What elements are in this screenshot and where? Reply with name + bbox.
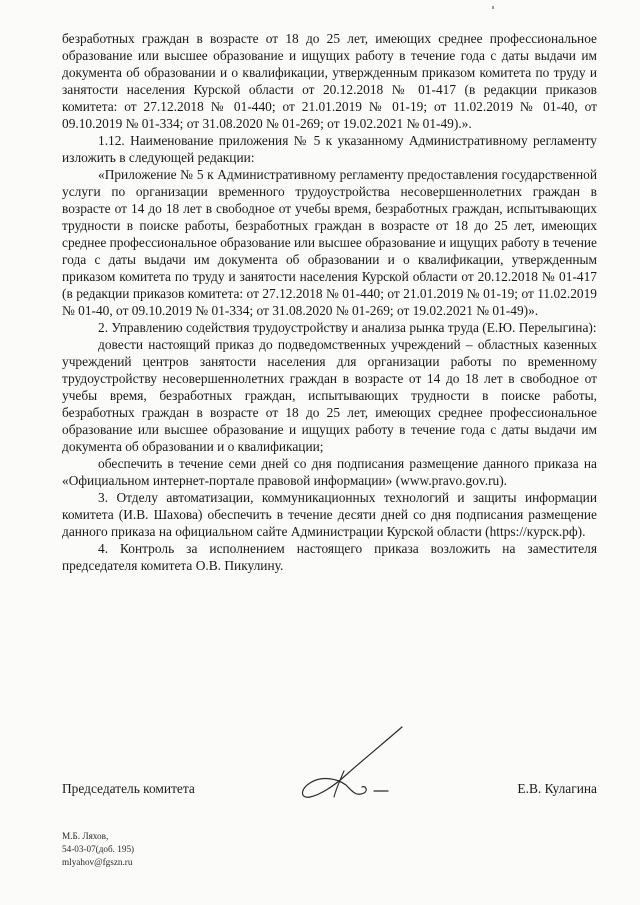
handwritten-signature (294, 725, 414, 805)
executor-contact (62, 830, 134, 869)
paragraph-continuation: безработных граждан в возрасте от 18 до 25 лет, имеющих среднее профессиональное образование или высшее образование и ищущих работу в течение года с даты выдачи им документа об образовании и о квалификации, утвержденным приказом комитета по труду и занятости населения Курской области от 20.12.2018 № 01-417 (в редакции приказов комитета: от 27.12.2018 № 01-440; от 21.01.2019 № 01-19; от 11.02.2019 № 01-40, от 09.10.2019 № 01-334; от 31.08.2020 № 01-269; от 19.02.2021 № 01-49).». (62, 31, 597, 131)
document-body (62, 30, 597, 574)
executor-email: mlyahov@fgszn.ru (62, 857, 133, 867)
signatory-title: Председатель комитета (62, 781, 195, 796)
paragraph-4: 4. Контроль за исполнением настоящего приказа возложить на заместителя председателя комитета О.В. Пикулину. (62, 541, 597, 573)
paragraph-2-bring: довести настоящий приказ до подведомственных учреждений – областных казенных учреждений центров занятости населения для организации работы по временному трудоустройству несовершеннолетних граждан в возрасте от 14 до 18 лет в свободное от учебы время, безработных граждан, испытывающих трудности в поиске работы, безработных граждан в возрасте от 18 до 25 лет, имеющих среднее профессиональное образование или высшее образование и ищущих работу в течение года с даты выдачи им документа об образовании и о квалификации; (62, 337, 597, 454)
paragraph-2: 2. Управлению содействия трудоустройству и анализа рынка труда (Е.Ю. Перелыгина): (98, 320, 597, 335)
paragraph-2-publish: обеспечить в течение семи дней со дня подписания размещение данного приказа на «Официальном интернет-портале правовой информации» (www.pravo.gov.ru). (62, 456, 597, 488)
paragraph-1-12: 1.12. Наименование приложения № 5 к указанному Административному регламенту изложить в следующей редакции: (62, 133, 597, 165)
paragraph-appendix-5: «Приложение № 5 к Административному регламенту предоставления государственной услуги по организации временного трудоустройства несовершеннолетних граждан в возрасте от 14 до 18 лет в свободное от учебы время, безработных граждан, испытывающих трудности в поиске работы, безработных граждан в возрасте от 18 до 25 лет, имеющих среднее профессиональное образование или высшее образование и ищущих работу в течение года с даты выдачи им документа об образовании и о квалификации, утвержденным приказом комитета по труду и занятости населения Курской области от 20.12.2018 № 01-417 (в редакции приказов комитета: от 27.12.2018 № 01-440; от 21.01.2019 № 01-19; от 11.02.2019 № 01-40, от 09.10.2019 № 01-334; от 31.08.2020 № 01-269; от 19.02.2021 № 01-49)». (62, 167, 597, 318)
scan-speck (492, 6, 494, 9)
executor-name: М.Б. Ляхов, (62, 831, 109, 841)
executor-phone: 54-03-07(доб. 195) (62, 844, 135, 854)
paragraph-3: 3. Отделу автоматизации, коммуникационных технологий и защиты информации комитета (И.В. Шахова) обеспечить в течение десяти дней со дня подписания размещение данного приказа на официальном сайте Администрации Курской области (https://курск.рф). (62, 490, 597, 539)
signatory-name: Е.В. Кулагина (517, 781, 597, 796)
